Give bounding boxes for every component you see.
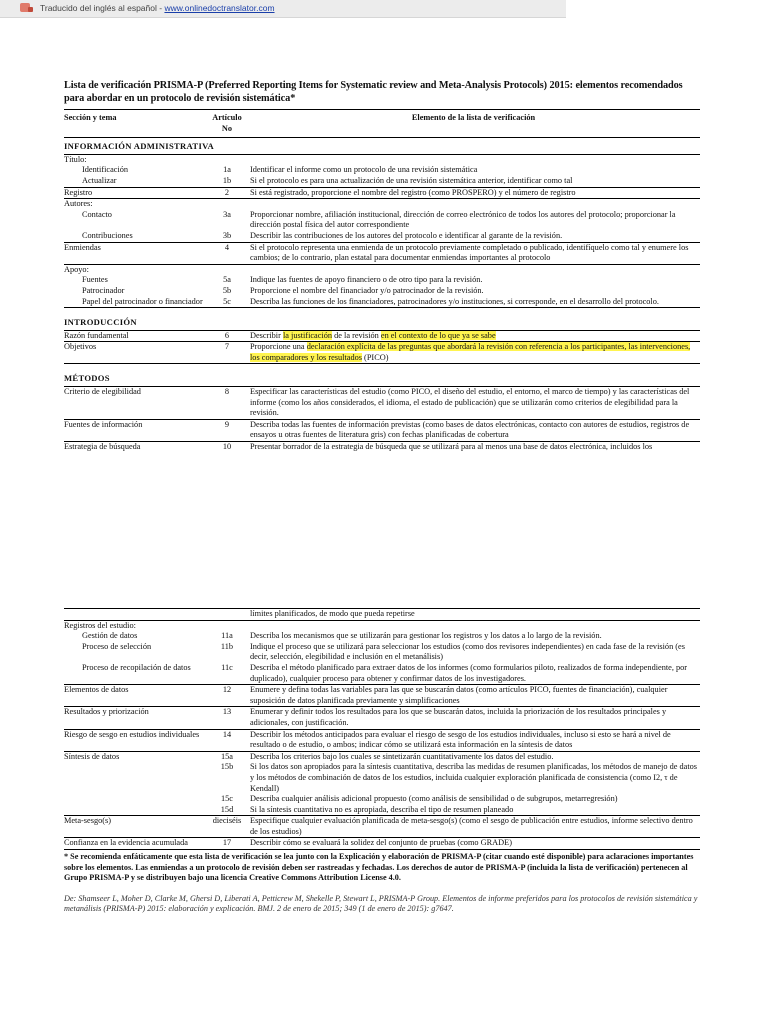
topic-cell: Criterio de elegibilidad bbox=[64, 387, 207, 420]
topic-cell: Proceso de selección bbox=[82, 641, 152, 651]
topic-cell: Estrategia de búsqueda bbox=[64, 442, 141, 452]
item-number: 9 bbox=[207, 419, 247, 441]
table-row bbox=[64, 176, 700, 187]
table-row bbox=[64, 264, 700, 275]
translator-link[interactable]: www.onlinedoctranslator.com bbox=[164, 3, 275, 13]
item-description: Si la síntesis cuantitativa no es apropiada, describa el tipo de resumen planeado bbox=[247, 805, 700, 816]
table-row bbox=[64, 762, 700, 794]
table-row bbox=[64, 297, 700, 308]
item-description: Proporcione una declaración explícita de las preguntas que abordará la revisión con referencia a los participantes, las intervenciones, los comparadores y los resultados (PICO) bbox=[247, 342, 700, 364]
item-description bbox=[247, 199, 700, 210]
page-2 bbox=[64, 608, 700, 915]
item-number bbox=[207, 609, 247, 621]
item-description: Si el protocolo es para una actualización de una revisión sistemática anterior, identificar como tal bbox=[247, 176, 700, 187]
item-description: Proporcione el nombre del financiador y/o patrocinador de la revisión. bbox=[250, 285, 484, 295]
item-number: 12 bbox=[207, 685, 247, 707]
table-row bbox=[64, 275, 700, 286]
item-description: Describa el método planificado para extraer datos de los informes (como formularios piloto, realizados de forma independiente, por duplicado), cualquier proceso para obtener y confirmar datos de los investigadores. bbox=[247, 663, 700, 685]
topic-cell: Proceso de recopilación de datos bbox=[64, 663, 207, 685]
table-row bbox=[64, 838, 700, 849]
item-number bbox=[207, 620, 247, 631]
table-row bbox=[64, 642, 700, 663]
topic-cell: Objetivos bbox=[64, 342, 207, 364]
item-description: Si está registrado, proporcione el nombre del registro (como PROSPERO) y el número de registro bbox=[247, 187, 700, 199]
translator-logo-icon bbox=[20, 3, 30, 12]
topic-cell: Gestión de datos bbox=[82, 631, 138, 641]
topic-cell: Patrocinador bbox=[82, 285, 125, 295]
item-description: Describir cómo se evaluará la solidez del conjunto de pruebas (como GRADE) bbox=[250, 838, 512, 848]
translator-text: Traducido del inglés al español - www.onlinedoctranslator.com bbox=[40, 3, 275, 13]
topic-cell: Fuentes bbox=[82, 275, 108, 285]
checklist-table-1 bbox=[64, 109, 700, 453]
document-title: Lista de verificación PRISMA-P (Preferred Reporting Items for Systematic review and Meta-Analysis Protocols) 2015: elementos recomendados para abordar en un protocolo de revisión sistemática* bbox=[64, 80, 683, 104]
item-number bbox=[207, 264, 247, 275]
table-row bbox=[64, 805, 700, 816]
table-row bbox=[64, 609, 700, 621]
section-admin: INFORMACIÓN ADMINISTRATIVA bbox=[64, 138, 700, 155]
item-number: 1a bbox=[223, 165, 231, 175]
topic-cell: Actualizar bbox=[64, 176, 207, 187]
topic-cell: Título: bbox=[64, 154, 87, 164]
topic-cell: Registro bbox=[64, 187, 207, 199]
table-row bbox=[64, 342, 700, 364]
item-description: Proporcionar nombre, afiliación institucional, dirección de correo electrónico de todos los autores del protocolo; proporcionar la dirección postal física del autor correspondiente bbox=[250, 209, 676, 230]
header-section: Sección y tema bbox=[64, 110, 207, 138]
methods-rows-1 bbox=[64, 387, 700, 453]
item-number: 11c bbox=[207, 663, 247, 685]
table-row bbox=[64, 751, 700, 762]
topic-cell bbox=[64, 762, 207, 794]
item-number: 5b bbox=[222, 285, 232, 295]
item-number: 11b bbox=[220, 641, 234, 651]
topic-cell: Síntesis de datos bbox=[64, 751, 120, 761]
topic-cell: Confianza en la evidencia acumulada bbox=[64, 838, 188, 848]
item-description: Indique el proceso que se utilizará para seleccionar los estudios (como dos revisores independientes) en cada fase de la revisión (es decir, selección, elegibilidad e inclusión en el metanálisis) bbox=[250, 641, 685, 662]
admin-rows bbox=[64, 154, 700, 307]
item-description: Si el protocolo representa una enmienda de un protocolo previamente completado o publicado, identifíquelo como tal y enumere los cambios; de lo contrario, plan estatal para documentar enmiendas importantes al protocolo bbox=[247, 242, 700, 264]
item-description: Identificar el informe como un protocolo de una revisión sistemática bbox=[250, 165, 478, 175]
translator-bar bbox=[0, 0, 566, 18]
table-row bbox=[64, 210, 700, 231]
topic-cell: Registros del estudio: bbox=[64, 620, 136, 630]
page-1 bbox=[64, 79, 700, 453]
item-description: Especifique cualquier evaluación planificada de meta-sesgo(s) (como el sesgo de publicación entre estudios, informe selectivo dentro de los estudios) bbox=[247, 816, 700, 838]
item-number: 5a bbox=[223, 275, 231, 285]
table-row bbox=[64, 387, 700, 420]
item-number: 15a bbox=[221, 751, 233, 761]
table-row bbox=[64, 794, 700, 805]
topic-cell bbox=[64, 794, 207, 805]
table-row bbox=[64, 729, 700, 751]
item-number: 2 bbox=[207, 187, 247, 199]
table-row bbox=[64, 187, 700, 199]
item-description: Describa cualquier análisis adicional propuesto (como análisis de sensibilidad o de subgrupos, metarregresión) bbox=[250, 794, 618, 804]
table-row bbox=[64, 154, 700, 165]
table-row bbox=[64, 286, 700, 297]
table-row bbox=[64, 165, 700, 176]
item-number: 3b bbox=[207, 231, 247, 242]
item-number: 15c bbox=[221, 794, 233, 804]
topic-cell: Contacto bbox=[82, 209, 112, 219]
item-description bbox=[247, 154, 700, 165]
footnote: * Se recomienda enfáticamente que esta lista de verificación se lea junto con la Explicación y elaboración de PRISMA-P (citar cuando esté disponible) para aclaraciones importantes sobre los elementos. Las enmiendas a un protocolo de revisión deben ser rastreadas y fechadas. Los derechos de autor de PRISMA-P (incluida la lista de verificación) pertenecen al Grupo PRISMA-P y se distribuyen bajo una licencia Creative Commons Attribution License 4.0. bbox=[64, 852, 694, 883]
item-description: Enumere y defina todas las variables para las que se buscarán datos (como artículos PICO, fuentes de financiación), cualquier suposición de datos planificada previamente y simplificaciones bbox=[247, 685, 700, 707]
item-description: límites planificados, de modo que pueda repetirse bbox=[247, 609, 700, 621]
item-description bbox=[247, 264, 700, 275]
topic-cell: Apoyo: bbox=[64, 264, 89, 274]
item-number: 7 bbox=[207, 342, 247, 364]
topic-cell: Riesgo de sesgo en estudios individuales bbox=[64, 729, 207, 751]
item-description: Describir la justificación de la revisión en el contexto de lo que ya se sabe bbox=[247, 330, 700, 342]
item-number: 10 bbox=[222, 442, 232, 452]
table-row bbox=[64, 330, 700, 342]
topic-cell: Razón fundamental bbox=[64, 330, 207, 342]
item-description: Describir los métodos anticipados para evaluar el riesgo de sesgo de los estudios individuales, incluso si esto se hará a nivel de resultado o de estudio, o ambos; indicar cómo se utilizará esta información en la síntesis de datos bbox=[247, 729, 700, 751]
item-number: 5c bbox=[207, 297, 247, 308]
section-intro-row bbox=[64, 308, 700, 331]
item-number: dieciséis bbox=[207, 816, 247, 838]
item-number bbox=[207, 199, 247, 210]
table-row bbox=[64, 442, 700, 453]
item-number: 17 bbox=[222, 838, 232, 848]
table-row bbox=[64, 231, 700, 242]
highlight: la justificación bbox=[282, 330, 333, 340]
item-description: Describa los mecanismos que se utilizarán para gestionar los registros y los datos a lo largo de la revisión. bbox=[250, 631, 602, 641]
item-number: 1b bbox=[207, 176, 247, 187]
item-number: 13 bbox=[207, 707, 247, 729]
section-intro: INTRODUCCIÓN bbox=[64, 308, 700, 331]
citation: De: Shamseer L, Moher D, Clarke M, Ghersi D, Liberati A, Petticrew M, Shekelle P, Stewart L, PRISMA-P Group. Elementos de informe preferidos para los protocolos de revisión sistemática y metanálisis (PRISMA-P) 2015: elaboración y explicación. BMJ. 2 de enero de 2015; 349 (1 de enero de 2015): g7647. bbox=[64, 893, 698, 914]
header-article: Artículo No bbox=[207, 110, 247, 138]
table-row bbox=[64, 620, 700, 631]
item-number: 6 bbox=[207, 330, 247, 342]
highlight: en el contexto de lo que ya se sabe bbox=[380, 330, 496, 340]
topic-cell bbox=[64, 805, 207, 816]
item-description: Si los datos son apropiados para la síntesis cuantitativa, describa las medidas de resumen planificadas, los métodos de manejo de datos y los métodos de combinación de datos de los estudios, incluida cualquier exploración planificada de consistencia (como I2, τ de Kendall) bbox=[250, 762, 697, 793]
item-description bbox=[247, 620, 700, 631]
table-row bbox=[64, 816, 700, 838]
topic-cell: Autores: bbox=[64, 199, 93, 209]
highlight: declaración explícita de las preguntas que abordará la revisión con referencia a los participantes, las intervenciones, los comparadores y los resultados bbox=[250, 342, 691, 362]
item-description: Especificar las características del estudio (como PICO, el diseño del estudio, el entorno, el marco de tiempo) y las características del informe (como los años considerados, el idioma, el estado de publicación) que se utilizarán como criterios de elegibilidad para la revisión. bbox=[247, 387, 700, 420]
section-methods: MÉTODOS bbox=[64, 364, 700, 387]
item-number: 15d bbox=[207, 805, 247, 816]
topic-cell bbox=[64, 609, 207, 621]
header-element: Elemento de la lista de verificación bbox=[247, 110, 700, 138]
item-number: 4 bbox=[207, 242, 247, 264]
item-number: 15b bbox=[220, 762, 234, 772]
topic-cell: Enmiendas bbox=[64, 242, 207, 264]
topic-cell: Elementos de datos bbox=[64, 685, 207, 707]
table-header bbox=[64, 110, 700, 138]
table-row bbox=[64, 419, 700, 441]
checklist-table-2 bbox=[64, 608, 700, 849]
item-number bbox=[207, 154, 247, 165]
table-row bbox=[64, 685, 700, 707]
topic-cell: Contribuciones bbox=[64, 231, 207, 242]
item-number: 11a bbox=[221, 631, 233, 641]
table-row bbox=[64, 631, 700, 642]
table-row bbox=[64, 242, 700, 264]
table-row bbox=[64, 199, 700, 210]
item-description: Describa los criterios bajo los cuales se sintetizarán cuantitativamente los datos del estudio. bbox=[250, 751, 554, 761]
topic-cell: Meta-sesgo(s) bbox=[64, 816, 207, 838]
table-row bbox=[64, 707, 700, 729]
item-description: Describa las funciones de los financiadores, patrocinadores y/o instituciones, si corresponde, en el desarrollo del protocolo. bbox=[247, 297, 700, 308]
item-number: 8 bbox=[207, 387, 247, 420]
item-description: Enumerar y definir todos los resultados para los que se buscarán datos, incluida la priorización de los resultados principales y adicionales, con justificación. bbox=[247, 707, 700, 729]
topic-cell: Papel del patrocinador o financiador bbox=[64, 297, 207, 308]
item-description: Indique las fuentes de apoyo financiero o de otro tipo para la revisión. bbox=[250, 275, 483, 285]
table-row bbox=[64, 663, 700, 685]
topic-cell: Resultados y priorización bbox=[64, 707, 207, 729]
topic-cell: Fuentes de información bbox=[64, 419, 207, 441]
topic-cell: Identificación bbox=[82, 165, 129, 175]
item-number: 14 bbox=[207, 729, 247, 751]
item-number: 3a bbox=[223, 209, 231, 219]
item-description: Describir las contribuciones de los autores del protocolo e identificar al garante de la revisión. bbox=[247, 231, 700, 242]
section-methods-row bbox=[64, 364, 700, 387]
item-description: Presentar borrador de la estrategia de búsqueda que se utilizará para al menos una base de datos electrónica, incluidos los bbox=[250, 442, 653, 452]
item-description: Describa todas las fuentes de información previstas (como bases de datos electrónicas, contacto con autores de estudios, registros de ensayos u otras fuentes de literatura gris) con fechas planificadas de cobertura bbox=[247, 419, 700, 441]
methods-rows-2 bbox=[64, 609, 700, 850]
